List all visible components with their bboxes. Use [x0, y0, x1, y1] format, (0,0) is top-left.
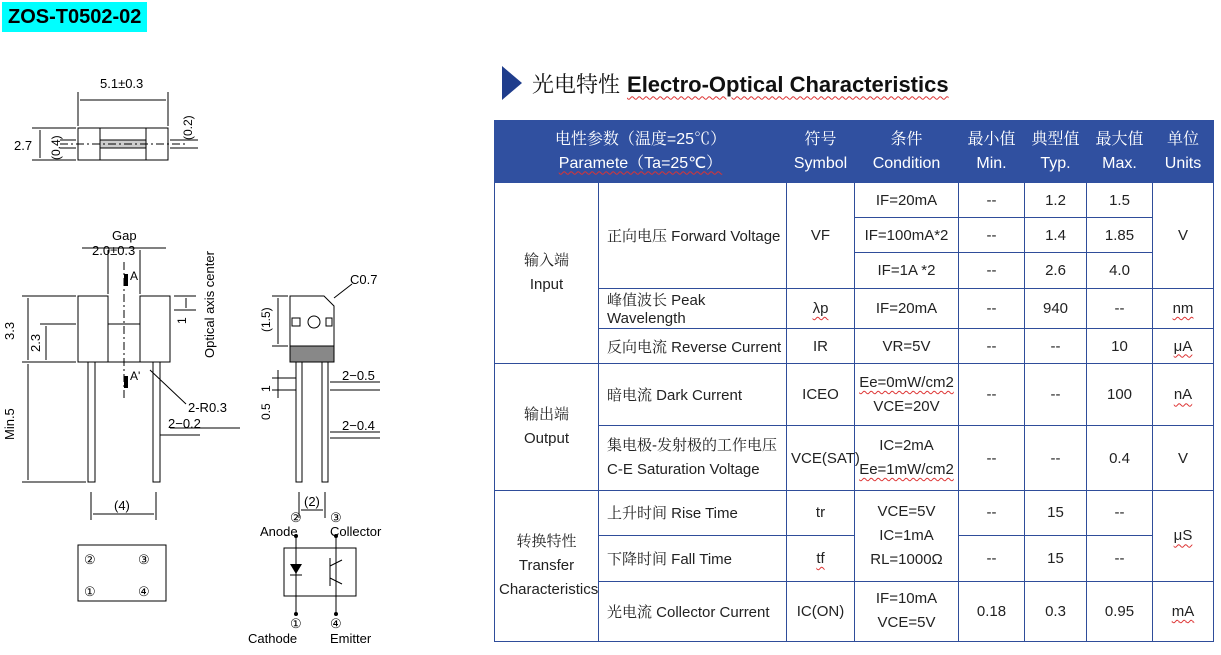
typ-cell: --	[1025, 329, 1087, 364]
front-lead-length: Min.5	[2, 408, 17, 440]
max-cell: --	[1087, 288, 1153, 328]
param-dark-current: 暗电流 Dark Current	[599, 364, 787, 426]
typ-cell: 0.3	[1025, 581, 1087, 641]
max-cell: 0.95	[1087, 581, 1153, 641]
side-lead-a: 2−0.5	[342, 368, 375, 383]
mechanical-drawing	[0, 40, 470, 651]
top-dim-02: (0.2)	[181, 115, 195, 140]
top-dim-04: (0.4)	[49, 135, 63, 160]
typ-cell: 15	[1025, 490, 1087, 536]
unit-cell: μA	[1153, 329, 1214, 364]
unit-cell: V	[1153, 426, 1214, 490]
typ-cell: 940	[1025, 288, 1087, 328]
diode-icon	[290, 564, 302, 574]
symbol-tr: tr	[787, 490, 855, 536]
typ-cell: --	[1025, 364, 1087, 426]
bottom-pin2: ②	[84, 552, 96, 567]
optical-axis-label: Optical axis center	[202, 251, 217, 358]
max-cell: 10	[1087, 329, 1153, 364]
heading-en: Electro-Optical Characteristics	[627, 71, 949, 97]
cond-cell: IC=2mA Ee=1mW/cm2	[855, 426, 959, 490]
cond-cell: IF=1A *2	[855, 253, 959, 288]
gap-label: Gap	[112, 228, 137, 243]
min-cell: 0.18	[959, 581, 1025, 641]
unit-cell: mA	[1153, 581, 1214, 641]
bottom-pin1: ①	[84, 584, 96, 599]
cond-rise-fall: VCE=5V IC=1mA RL=1000Ω	[855, 490, 959, 581]
param-reverse-current: 反向电流 Reverse Current	[599, 329, 787, 364]
typ-cell: 1.2	[1025, 183, 1087, 218]
max-cell: 1.85	[1087, 218, 1153, 253]
table-row	[495, 536, 1214, 582]
param-fall-time: 下降时间 Fall Time	[599, 536, 787, 582]
schematic-pin4: ④	[330, 616, 342, 631]
table-row	[495, 581, 1214, 641]
unit-cell: nm	[1153, 288, 1214, 328]
cathode-label: Cathode	[248, 631, 298, 646]
min-cell: --	[959, 183, 1025, 218]
heading-cn: 光电特性	[532, 72, 621, 98]
param-saturation-voltage: 集电极-发射极的工作电压 C-E Saturation Voltage	[599, 426, 787, 490]
bottom-pin4: ④	[138, 584, 150, 599]
side-dim-1-5: (1.5)	[259, 307, 273, 332]
col-condition: 条件 Condition	[855, 121, 959, 183]
front-height-body: 2.3	[28, 333, 43, 352]
cond-cell: IF=100mA*2	[855, 218, 959, 253]
dimension-drawing-svg	[0, 40, 470, 651]
unit-cell: nA	[1153, 364, 1214, 426]
symbol-tf: tf	[787, 536, 855, 582]
anode-label: Anode	[260, 524, 298, 539]
table-row	[495, 364, 1214, 426]
col-units: 单位 Units	[1153, 121, 1214, 183]
symbol-peak: λp	[787, 288, 855, 328]
side-dim-1: 1	[259, 385, 273, 392]
table-row	[495, 288, 1214, 328]
front-pitch: (4)	[114, 498, 130, 513]
max-cell: --	[1087, 490, 1153, 536]
typ-cell: 15	[1025, 536, 1087, 582]
unit-vf: V	[1153, 183, 1214, 289]
symbol-vcesat: VCE(SAT)	[787, 426, 855, 490]
side-pitch: (2)	[304, 494, 320, 509]
symbol-vf: VF	[787, 183, 855, 289]
min-cell: --	[959, 426, 1025, 490]
min-cell: --	[959, 490, 1025, 536]
cond-cell: Ee=0mW/cm2 VCE=20V	[855, 364, 959, 426]
col-parameter: 电性参数（温度=25℃） Paramete（Ta=25℃）	[495, 121, 787, 183]
front-radius: 2-R0.3	[188, 400, 228, 415]
side-chamfer: C0.7	[350, 272, 378, 287]
max-cell: --	[1087, 536, 1153, 582]
col-symbol: 符号 Symbol	[787, 121, 855, 183]
emitter-label: Emitter	[330, 631, 372, 646]
param-peak-wavelength: 峰值波长 Peak Wavelength	[599, 288, 787, 328]
front-lead-width: 2−0.2	[168, 416, 201, 431]
front-height-top: 1	[175, 317, 189, 324]
cond-cell: IF=20mA	[855, 288, 959, 328]
gap-value: 2.0±0.3	[92, 243, 136, 258]
symbol-ir: IR	[787, 329, 855, 364]
table-row	[495, 490, 1214, 536]
chevron-right-icon	[502, 66, 522, 100]
col-typ: 典型值 Typ.	[1025, 121, 1087, 183]
part-number-label: ZOS-T0502-02	[2, 2, 147, 32]
group-transfer: 转换特性 Transfer Characteristics	[495, 490, 599, 641]
section-a-label: A	[130, 269, 139, 283]
max-cell: 1.5	[1087, 183, 1153, 218]
max-cell: 100	[1087, 364, 1153, 426]
side-lead-b: 2−0.4	[342, 418, 375, 433]
electro-optical-table	[494, 120, 1214, 642]
col-max: 最大值 Max.	[1087, 121, 1153, 183]
min-cell: --	[959, 288, 1025, 328]
bottom-pin3: ③	[138, 552, 150, 567]
group-output: 输出端 Output	[495, 364, 599, 490]
param-rise-time: 上升时间 Rise Time	[599, 490, 787, 536]
min-cell: --	[959, 536, 1025, 582]
min-cell: --	[959, 218, 1025, 253]
cond-cell: IF=10mA VCE=5V	[855, 581, 959, 641]
typ-cell: --	[1025, 426, 1087, 490]
section-a-prime-label: A'	[130, 369, 141, 383]
table-header-row	[495, 121, 1214, 183]
schematic-pin3: ③	[330, 510, 342, 525]
col-min: 最小值 Min.	[959, 121, 1025, 183]
top-width-dim: 5.1±0.3	[100, 76, 144, 91]
front-height-total: 3.3	[2, 321, 17, 340]
side-dim-0-5: 0.5	[259, 403, 273, 420]
min-cell: --	[959, 253, 1025, 288]
section-heading	[502, 62, 949, 104]
cond-cell: VR=5V	[855, 329, 959, 364]
table-row	[495, 183, 1214, 218]
cond-cell: IF=20mA	[855, 183, 959, 218]
unit-rise-fall: μS	[1153, 490, 1214, 581]
param-forward-voltage: 正向电压 Forward Voltage	[599, 183, 787, 289]
max-cell: 4.0	[1087, 253, 1153, 288]
symbol-icon: IC(ON)	[787, 581, 855, 641]
typ-cell: 2.6	[1025, 253, 1087, 288]
table-row	[495, 329, 1214, 364]
collector-label: Collector	[330, 524, 382, 539]
typ-cell: 1.4	[1025, 218, 1087, 253]
param-collector-current: 光电流 Collector Current	[599, 581, 787, 641]
table-row	[495, 426, 1214, 490]
group-input: 输入端 Input	[495, 183, 599, 364]
schematic-pin2: ②	[290, 510, 302, 525]
symbol-iceo: ICEO	[787, 364, 855, 426]
min-cell: --	[959, 364, 1025, 426]
min-cell: --	[959, 329, 1025, 364]
max-cell: 0.4	[1087, 426, 1153, 490]
top-height-dim: 2.7	[14, 138, 33, 153]
schematic-pin1: ①	[290, 616, 302, 631]
